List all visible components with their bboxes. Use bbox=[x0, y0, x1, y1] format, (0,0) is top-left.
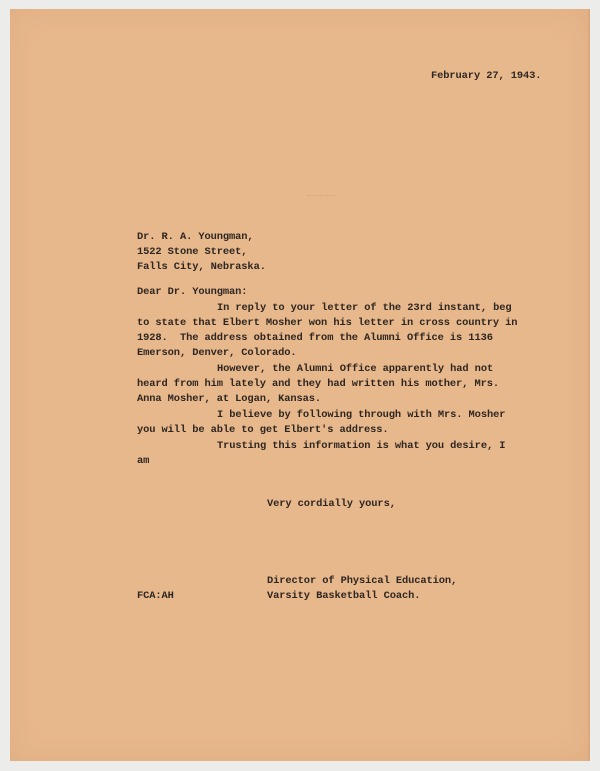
letter-page bbox=[10, 9, 590, 761]
paragraph-line: 1928. The address obtained from the Alumni Office is 1136 bbox=[137, 332, 493, 344]
recipient-street: 1522 Stone Street, bbox=[137, 246, 248, 258]
paragraph-line: to state that Elbert Mosher won his letter in cross country in bbox=[137, 317, 518, 329]
paragraph-line: Emerson, Denver, Colorado. bbox=[137, 347, 297, 359]
signature-title-line: Varsity Basketball Coach. bbox=[267, 590, 421, 602]
bleed-through-mark: ~~~~~ bbox=[306, 192, 337, 203]
paragraph-line: you will be able to get Elbert's address. bbox=[137, 424, 389, 436]
paragraph-line: Trusting this information is what you desire, I bbox=[217, 440, 506, 452]
paragraph-line: Anna Mosher, at Logan, Kansas. bbox=[137, 393, 322, 405]
signature-title-line: Director of Physical Education, bbox=[267, 575, 458, 587]
paragraph-line: I believe by following through with Mrs. Mosher bbox=[217, 409, 506, 421]
reference-initials: FCA:AH bbox=[137, 590, 174, 602]
paragraph-line: In reply to your letter of the 23rd instant, beg bbox=[217, 302, 512, 314]
paragraph-line: However, the Alumni Office apparently had not bbox=[217, 363, 494, 375]
recipient-name: Dr. R. A. Youngman, bbox=[137, 231, 254, 243]
letter-date: February 27, 1943. bbox=[431, 70, 542, 82]
complimentary-closing: Very cordially yours, bbox=[267, 498, 396, 510]
paragraph-line: am bbox=[137, 455, 150, 467]
salutation: Dear Dr. Youngman: bbox=[137, 286, 248, 298]
paragraph-line: heard from him lately and they had written his mother, Mrs. bbox=[137, 378, 499, 390]
recipient-city: Falls City, Nebraska. bbox=[137, 261, 266, 273]
